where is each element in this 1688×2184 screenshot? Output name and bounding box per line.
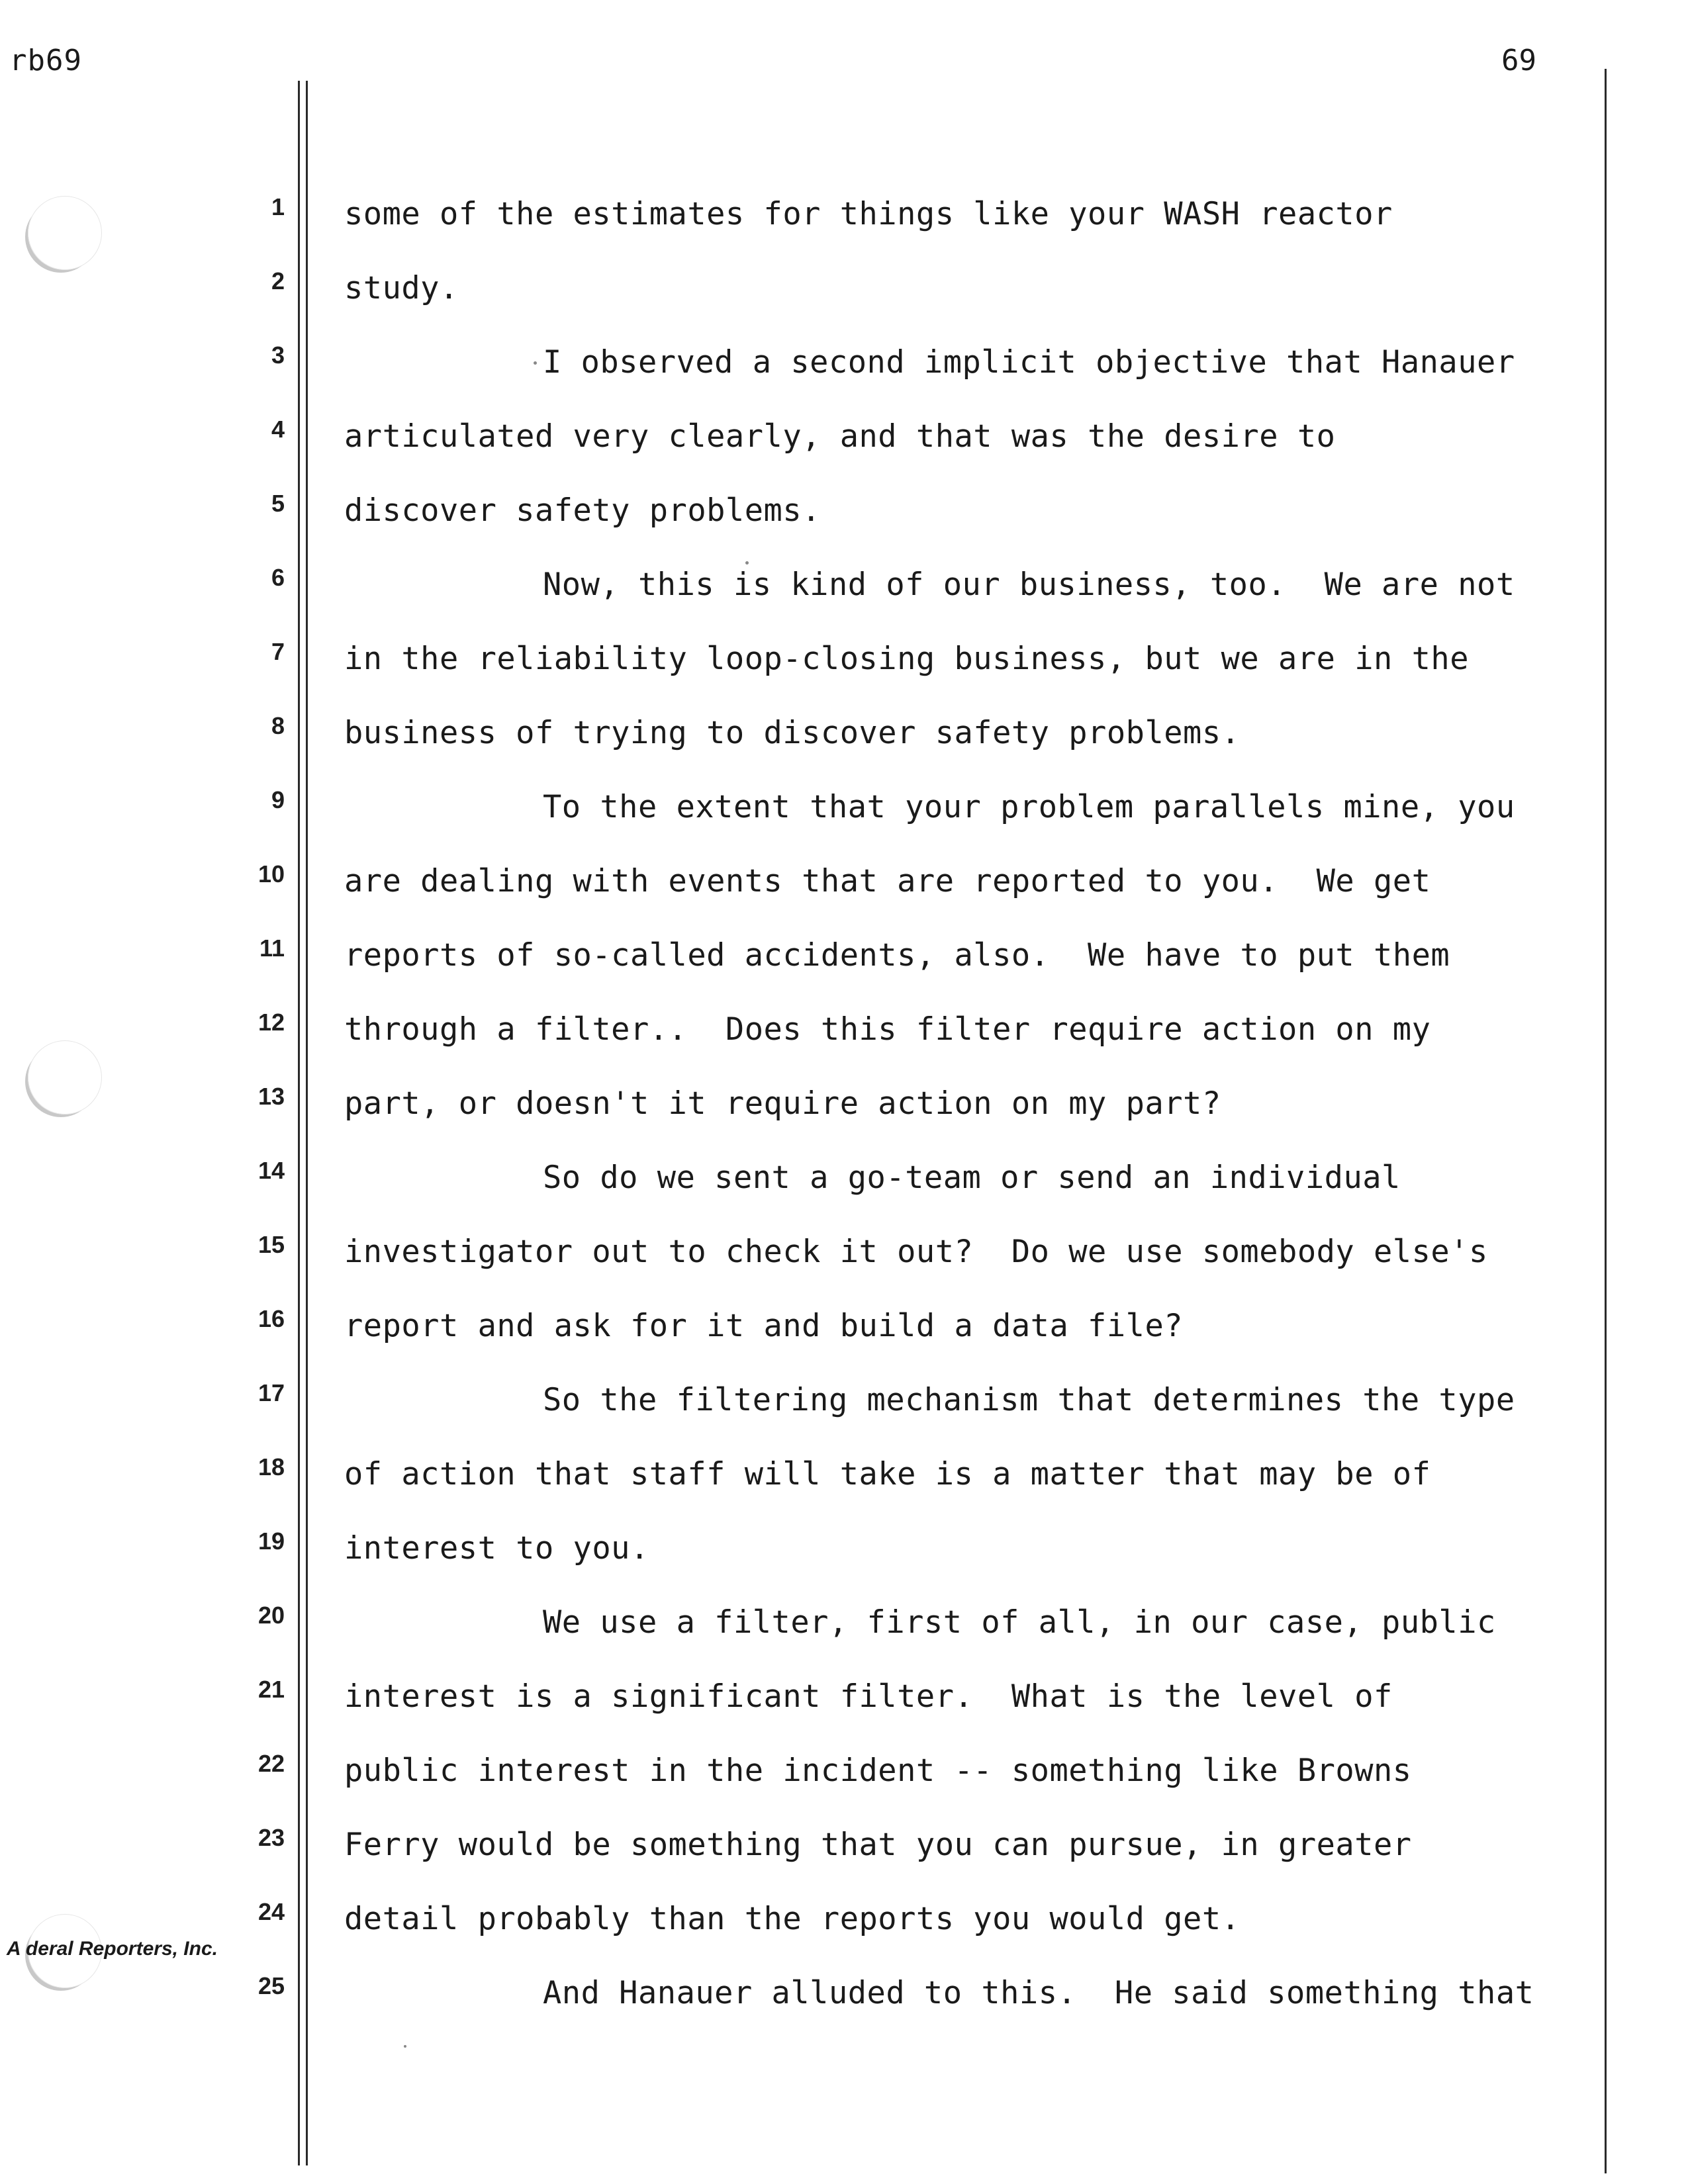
reporter-footer: A deral Reporters, Inc. — [7, 1938, 218, 1960]
transcript-line: reports of so-called accidents, also. We have to put them — [344, 937, 1450, 974]
transcript-line: investigator out to check it out? Do we use somebody else's — [344, 1234, 1488, 1270]
transcript-line: through a filter.. Does this filter require action on my — [344, 1011, 1431, 1048]
transcript-line: And Hanauer alluded to this. He said something that — [543, 1975, 1534, 2011]
transcript-line: Now, this is kind of our business, too. We are not — [543, 567, 1515, 603]
transcript-line: part, or doesn't it require action on my part? — [344, 1085, 1221, 1122]
line-number: 24 — [258, 1898, 285, 1925]
line-number: 13 — [258, 1083, 285, 1110]
page-code: rb69 — [9, 44, 82, 77]
transcript-line: study. — [344, 270, 459, 306]
scan-speck — [404, 2045, 406, 2048]
left-margin-rule-outer — [298, 81, 300, 2165]
line-number: 20 — [258, 1602, 285, 1629]
line-number: 25 — [258, 1972, 285, 1999]
scan-speck — [534, 361, 537, 365]
line-number: 6 — [271, 564, 285, 591]
line-number: 3 — [271, 341, 285, 369]
transcript-line: To the extent that your problem parallels mine, you — [543, 789, 1515, 825]
scan-speck — [745, 561, 749, 565]
line-number: 17 — [258, 1379, 285, 1406]
line-number: 18 — [258, 1453, 285, 1480]
page-number: 69 — [1501, 44, 1536, 77]
line-number: 15 — [258, 1231, 285, 1258]
transcript-line: public interest in the incident -- something like Browns — [344, 1752, 1412, 1789]
transcript-line: detail probably than the reports you would get. — [344, 1901, 1241, 1937]
transcript-line: interest to you. — [344, 1530, 649, 1567]
transcript-line: in the reliability loop-closing business, but we are in the — [344, 641, 1469, 677]
right-margin-rule — [1605, 69, 1607, 2173]
line-number: 10 — [258, 860, 285, 887]
line-number: 12 — [258, 1009, 285, 1036]
line-number: 2 — [271, 267, 285, 295]
binder-hole — [28, 1040, 102, 1115]
transcript-line: report and ask for it and build a data file? — [344, 1308, 1184, 1344]
line-number: 9 — [271, 786, 285, 813]
transcript-line: We use a filter, first of all, in our case, public — [543, 1604, 1496, 1641]
line-number: 22 — [258, 1750, 285, 1777]
line-number: 14 — [258, 1157, 285, 1184]
line-number: 19 — [258, 1527, 285, 1555]
binder-hole — [28, 196, 102, 270]
line-number: 16 — [258, 1305, 285, 1332]
transcript-line: So do we sent a go-team or send an individual — [543, 1160, 1401, 1196]
transcript-line: of action that staff will take is a matter that may be of — [344, 1456, 1431, 1492]
transcript-line: interest is a significant filter. What is the level of — [344, 1678, 1393, 1715]
transcript-line: Ferry would be something that you can pursue, in greater — [344, 1827, 1412, 1863]
line-number: 4 — [271, 416, 285, 443]
transcript-line: discover safety problems. — [344, 492, 821, 529]
transcript-line: So the filtering mechanism that determines the type — [543, 1382, 1515, 1418]
transcript-line: I observed a second implicit objective that Hanauer — [543, 344, 1515, 381]
line-number: 11 — [259, 934, 285, 962]
line-number: 8 — [271, 712, 285, 739]
line-number: 7 — [271, 638, 285, 665]
transcript-line: business of trying to discover safety problems. — [344, 715, 1241, 751]
line-number: 5 — [271, 490, 285, 517]
transcript-line: are dealing with events that are reported to you. We get — [344, 863, 1431, 899]
left-margin-rule-inner — [306, 81, 308, 2165]
transcript-line: articulated very clearly, and that was the desire to — [344, 418, 1336, 455]
line-number: 21 — [258, 1676, 285, 1703]
transcript-line: some of the estimates for things like your WASH reactor — [344, 196, 1393, 232]
line-number: 23 — [258, 1824, 285, 1851]
line-number: 1 — [271, 193, 285, 220]
